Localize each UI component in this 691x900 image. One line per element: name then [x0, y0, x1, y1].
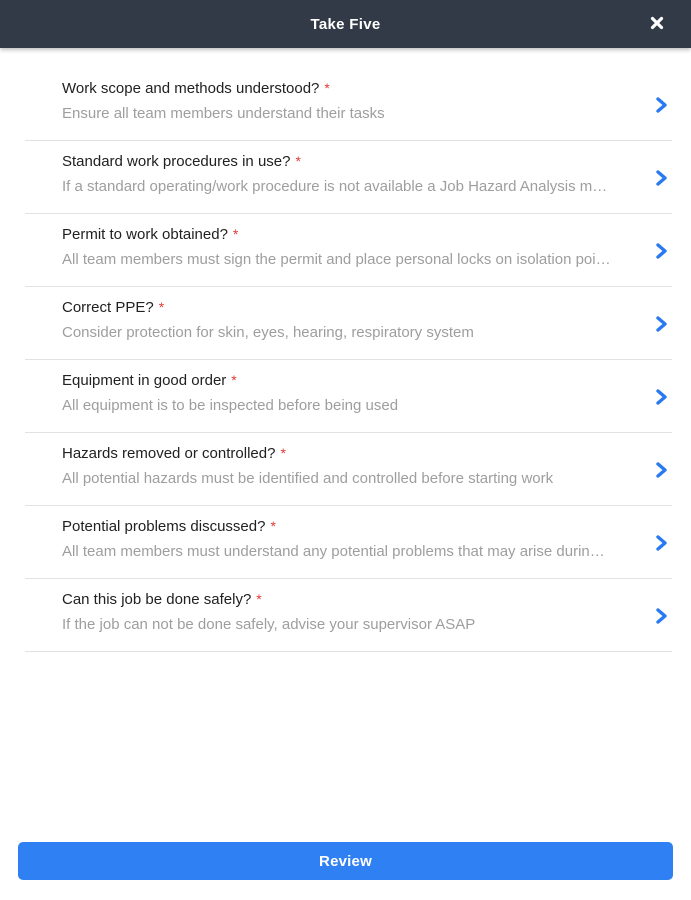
page-title: Take Five: [310, 15, 381, 33]
item-subtitle: If the job can not be done safely, advise your supervisor ASAP: [62, 616, 476, 633]
required-asterisk: *: [256, 591, 262, 607]
item-subtitle: All equipment is to be inspected before being used: [62, 397, 399, 414]
item-subtitle: Ensure all team members understand their tasks: [62, 105, 385, 122]
checklist-item-work-scope[interactable]: [0, 68, 691, 141]
item-title: Hazards removed or controlled?: [62, 445, 276, 462]
checklist-item-potential-problems[interactable]: [0, 506, 691, 579]
chevron-right-icon: [651, 168, 671, 188]
content-spacer: [0, 652, 691, 842]
required-asterisk: *: [232, 226, 239, 242]
item-subtitle: All team members must understand any potential problems that may arise durin…: [62, 543, 605, 560]
item-subtitle: Consider protection for skin, eyes, hearing, respiratory system: [62, 324, 474, 341]
required-asterisk: *: [270, 518, 276, 534]
checklist-item-hazards-controlled[interactable]: [0, 433, 691, 506]
required-asterisk: *: [280, 445, 286, 461]
item-subtitle: All potential hazards must be identified and controlled before starting work: [62, 470, 554, 487]
close-button[interactable]: [637, 0, 677, 48]
required-asterisk: *: [295, 153, 301, 169]
chevron-right-icon: [651, 314, 671, 334]
item-title: Correct PPE?: [62, 299, 154, 316]
required-asterisk: *: [158, 299, 165, 315]
item-title: Work scope and methods understood?: [62, 80, 320, 97]
chevron-right-icon: [651, 533, 671, 553]
item-title: Permit to work obtained?: [62, 226, 228, 243]
required-asterisk: *: [231, 372, 237, 388]
checklist: [0, 48, 691, 652]
item-subtitle: If a standard operating/work procedure is not available a Job Hazard Analysis m…: [62, 178, 608, 195]
checklist-item-job-done-safely[interactable]: [0, 579, 691, 652]
close-icon: [649, 15, 665, 34]
chevron-right-icon: [651, 241, 671, 261]
chevron-right-icon: [651, 387, 671, 407]
required-asterisk: *: [324, 80, 330, 96]
item-title: Potential problems discussed?: [62, 518, 266, 535]
item-title: Standard work procedures in use?: [62, 153, 291, 170]
item-title: Can this job be done safely?: [62, 591, 252, 608]
review-button[interactable]: Review: [18, 842, 673, 880]
chevron-right-icon: [651, 460, 671, 480]
checklist-item-permit-to-work[interactable]: [0, 214, 691, 287]
checklist-item-correct-ppe[interactable]: [0, 287, 691, 360]
item-title: Equipment in good order: [62, 372, 227, 389]
item-subtitle: All team members must sign the permit and place personal locks on isolation poi…: [62, 251, 611, 268]
checklist-item-equipment-order[interactable]: [0, 360, 691, 433]
chevron-right-icon: [651, 606, 671, 626]
header: [0, 0, 691, 48]
chevron-right-icon: [651, 95, 671, 115]
checklist-item-standard-procedures[interactable]: [0, 141, 691, 214]
